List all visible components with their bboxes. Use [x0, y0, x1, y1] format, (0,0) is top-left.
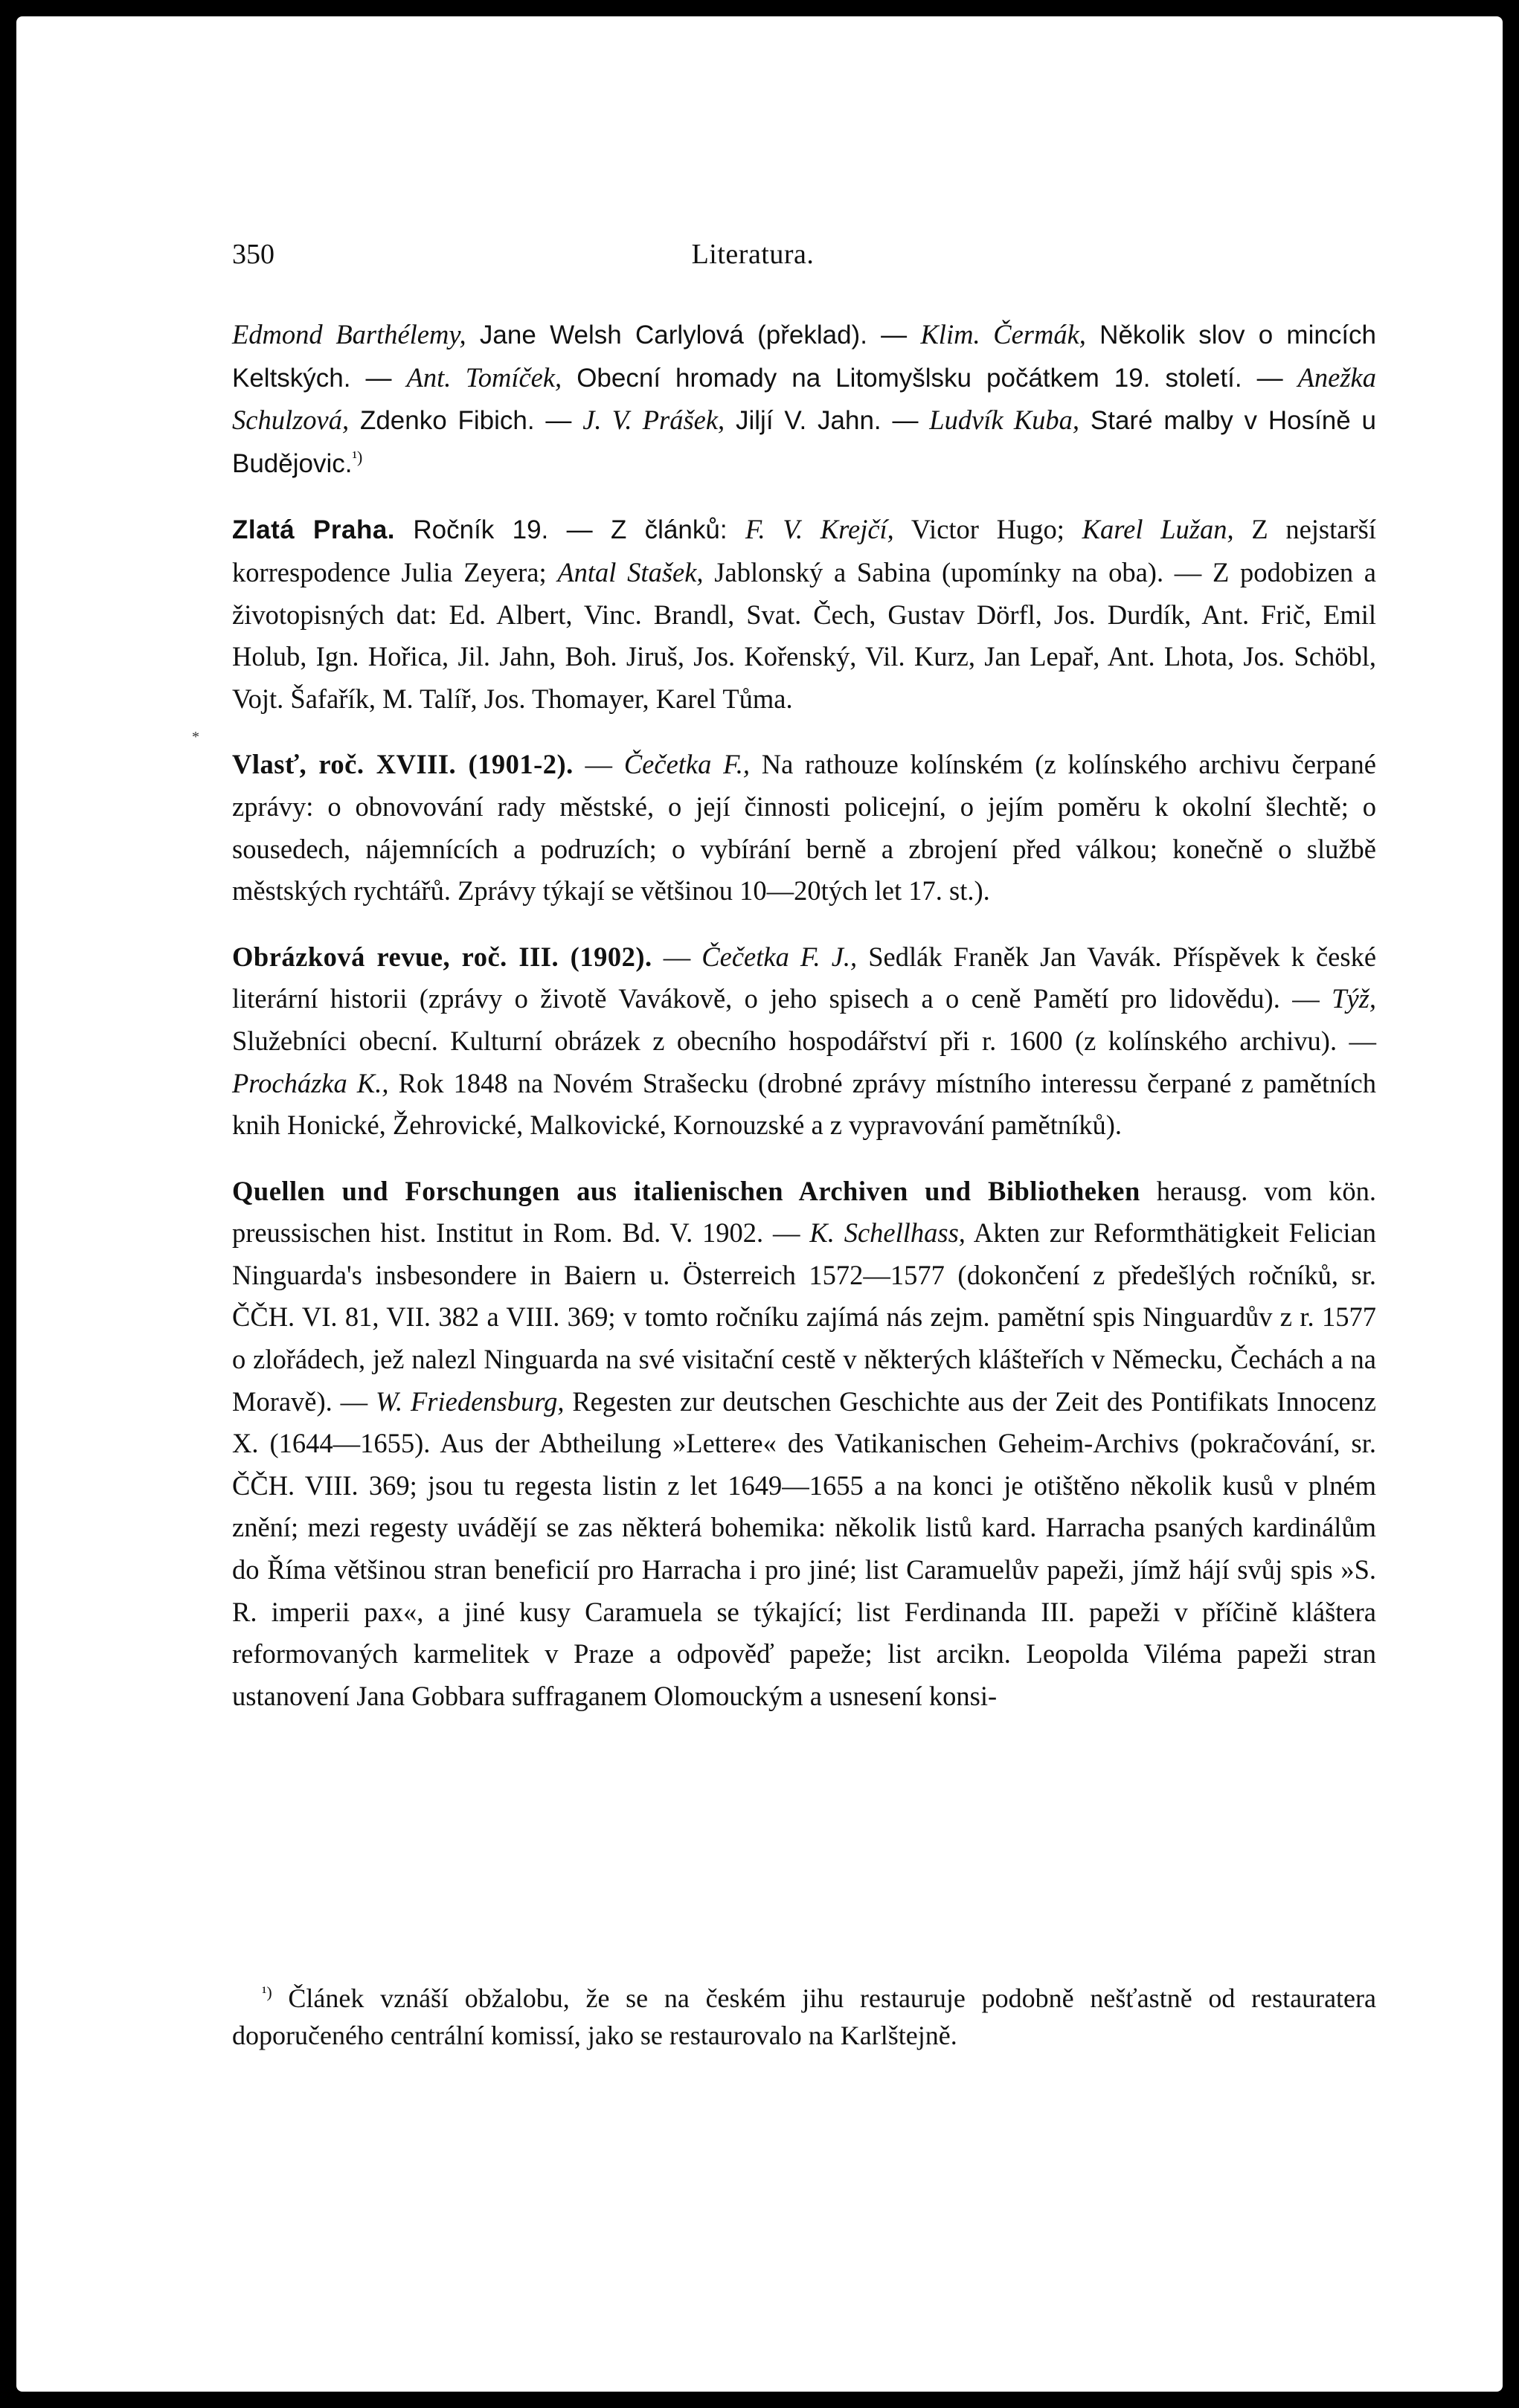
periodical-title: Vlasť, roč. XVIII. (1901-2).	[232, 749, 574, 780]
author-name: J. V. Prášek,	[582, 405, 725, 436]
entry-text: Akten zur Reformthätigkeit Felician Ninguarda's insbesondere in Baiern u. Österreich 1572—1577 (dokončení z předešlých ročníků, sr. ČČH. VI. 81, VII. 382 a VIII. 369; v tomto ročníku zajímá nás zejm. pamětní spis Ninguardův z r. 1577 o zlořádech, jež nalezl Ninguarda na své visitační cestě v některých klášteřích v Německu, Čechách a na Moravě). —	[232, 1217, 1377, 1417]
author-name: Edmond Barthélemy,	[232, 319, 466, 350]
entry-text: Victor Hugo;	[893, 514, 1082, 545]
entry-text: Regesten zur deutschen Geschichte aus der Zeit des Pontifikats Innocenz X. (1644—1655). Aus der Abtheilung »Lettere« des Vatikanischen Geheim-Archivs (pokračování, sr. ČČH. VIII. 369; jsou tu regesta listin z let 1649—1655 a na konci je otištěno několik kusů v plném znění; mezi regesty uvádějí se zas některá bohemika: několik listů kard. Harracha psaných kardinálům do Říma většinou stran beneficií pro Harracha i pro jiné; list Caramuelův papeži, jímž hájí svůj spis »S. R. imperii pax«, a jiné kusy Caramuela se týkající; list Ferdinanda III. papeži v příčině kláštera reformovaných karmelitek v Praze a odpověď papeže; list arcikn. Leopolda Viléma papeži stran ustanovení Jana Gobbara suffraganem Olomouckým a usnesení konsi-	[232, 1385, 1376, 1711]
author-name: Karel Lužan,	[1082, 514, 1234, 545]
periodical-title: Zlatá Praha.	[232, 515, 396, 545]
entry-paragraph	[232, 314, 1376, 485]
entry-text: Staré malby v Hosíně u Budějovic.	[232, 406, 1377, 478]
entry-text: —	[652, 941, 702, 972]
entry-text: Jablonský a Sabina (upomínky na oba). — Z podobizen a životopisných dat: Ed. Albert, Vinc. Brandl, Svat. Čech, Gustav Dörfl, Jos. Durdík, Ant. Frič, Emil Holub, Ign. Hořica, Jil. Jahn, Boh. Jiruš, Jos. Kořenský, Vil. Kurz, Jan Lepař, Ant. Lhota, Jos. Schöbl, Vojt. Šafařík, M. Talíř, Jos. Thomayer, Karel Tůma.	[232, 556, 1377, 714]
footnote-text	[232, 1980, 1376, 2054]
entry-text: Obecní hromady na Litomyšlsku počátkem 19. století. —	[562, 363, 1298, 393]
entry-text: Rok 1848 na Novém Strašecku (drobné zprávy místního interessu čerpané z pamětních knih Honické, Žehrovické, Malkovické, Kornouzské a z vypravování pamětníků).	[232, 1067, 1376, 1141]
author-name: Týž,	[1332, 983, 1376, 1014]
entry-text: Sedlák Franěk Jan Vavák. Příspěvek k české literární historii (zprávy o životě Vavákově, o jeho spisech a o ceně Pamětí pro lidovědu). —	[232, 941, 1377, 1014]
footnote-reference[interactable]: ¹)	[352, 447, 363, 466]
entry-text: —	[573, 749, 624, 780]
author-name: Čečetka F.,	[623, 749, 750, 780]
entry-text: Služebníci obecní. Kulturní obrázek z obecního hospodářství při r. 1600 (z kolínského archivu). —	[232, 1025, 1376, 1056]
page-number: 350	[232, 239, 274, 270]
entry-paragraph	[232, 936, 1376, 1147]
author-name: F. V. Krejčí,	[745, 514, 894, 545]
footnote-body: Článek vznáší obžalobu, že se na českém jihu restauruje podobně nešťastně od restauratera doporučeného centrální komissí, jako se restaurovalo na Karlštejně.	[232, 1983, 1376, 2050]
author-name: Antal Stašek,	[557, 556, 704, 587]
author-name: K. Schellhass,	[809, 1217, 966, 1249]
footnote-mark: ¹)	[262, 1983, 272, 2002]
author-name: Čečetka F. J.,	[701, 941, 858, 972]
entry-text: Na rathouze kolínském (z kolínského archivu čerpané zprávy: o obnovování rady městské, o její činnosti policejní, o jejím poměru k okolní šlechtě; o sousedech, nájemnících a podruzích; o vybírání berně a zbrojení před válkou; konečně o službě městských rychtářů. Zprávy týkají se většinou 10—20tých let 17. st.).	[232, 749, 1377, 907]
page	[16, 16, 1503, 2392]
entry-text: Ročník 19. — Z článků:	[395, 515, 745, 545]
margin-mark: *	[192, 729, 199, 745]
entry-text: Jane Welsh Carlylová (překlad). —	[466, 321, 921, 350]
page-header	[217, 238, 1288, 275]
author-name: Ant. Tomíček,	[406, 361, 562, 393]
entry-paragraph	[232, 744, 1376, 912]
entry-paragraph	[232, 1171, 1376, 1718]
running-title: Literatura.	[691, 239, 815, 270]
article-body	[232, 314, 1376, 1741]
periodical-title: Quellen und Forschungen aus italienischen Archiven und Bibliotheken	[232, 1175, 1140, 1206]
footnote	[232, 1980, 1376, 2054]
entry-paragraph	[232, 509, 1376, 720]
entry-text: Několik slov o mincích Keltských. —	[232, 321, 1377, 393]
entry-text: Z nejstarší korrespodence Julia Zeyera;	[232, 514, 1376, 587]
periodical-title: Obrázková revue, roč. III. (1902).	[232, 941, 652, 972]
author-name: Ludvík Kuba,	[929, 405, 1080, 436]
author-name: W. Friedensburg,	[375, 1385, 565, 1417]
entry-text: Zdenko Fibich. —	[349, 406, 583, 436]
entry-text: Jiljí V. Jahn. —	[725, 406, 930, 436]
author-name: Anežka Schulzová,	[232, 361, 1376, 436]
entry-text: herausg. vom kön. preussischen hist. Institut in Rom. Bd. V. 1902. —	[232, 1175, 1377, 1249]
author-name: Klim. Čermák,	[920, 319, 1086, 350]
author-name: Procházka K.,	[232, 1067, 389, 1098]
